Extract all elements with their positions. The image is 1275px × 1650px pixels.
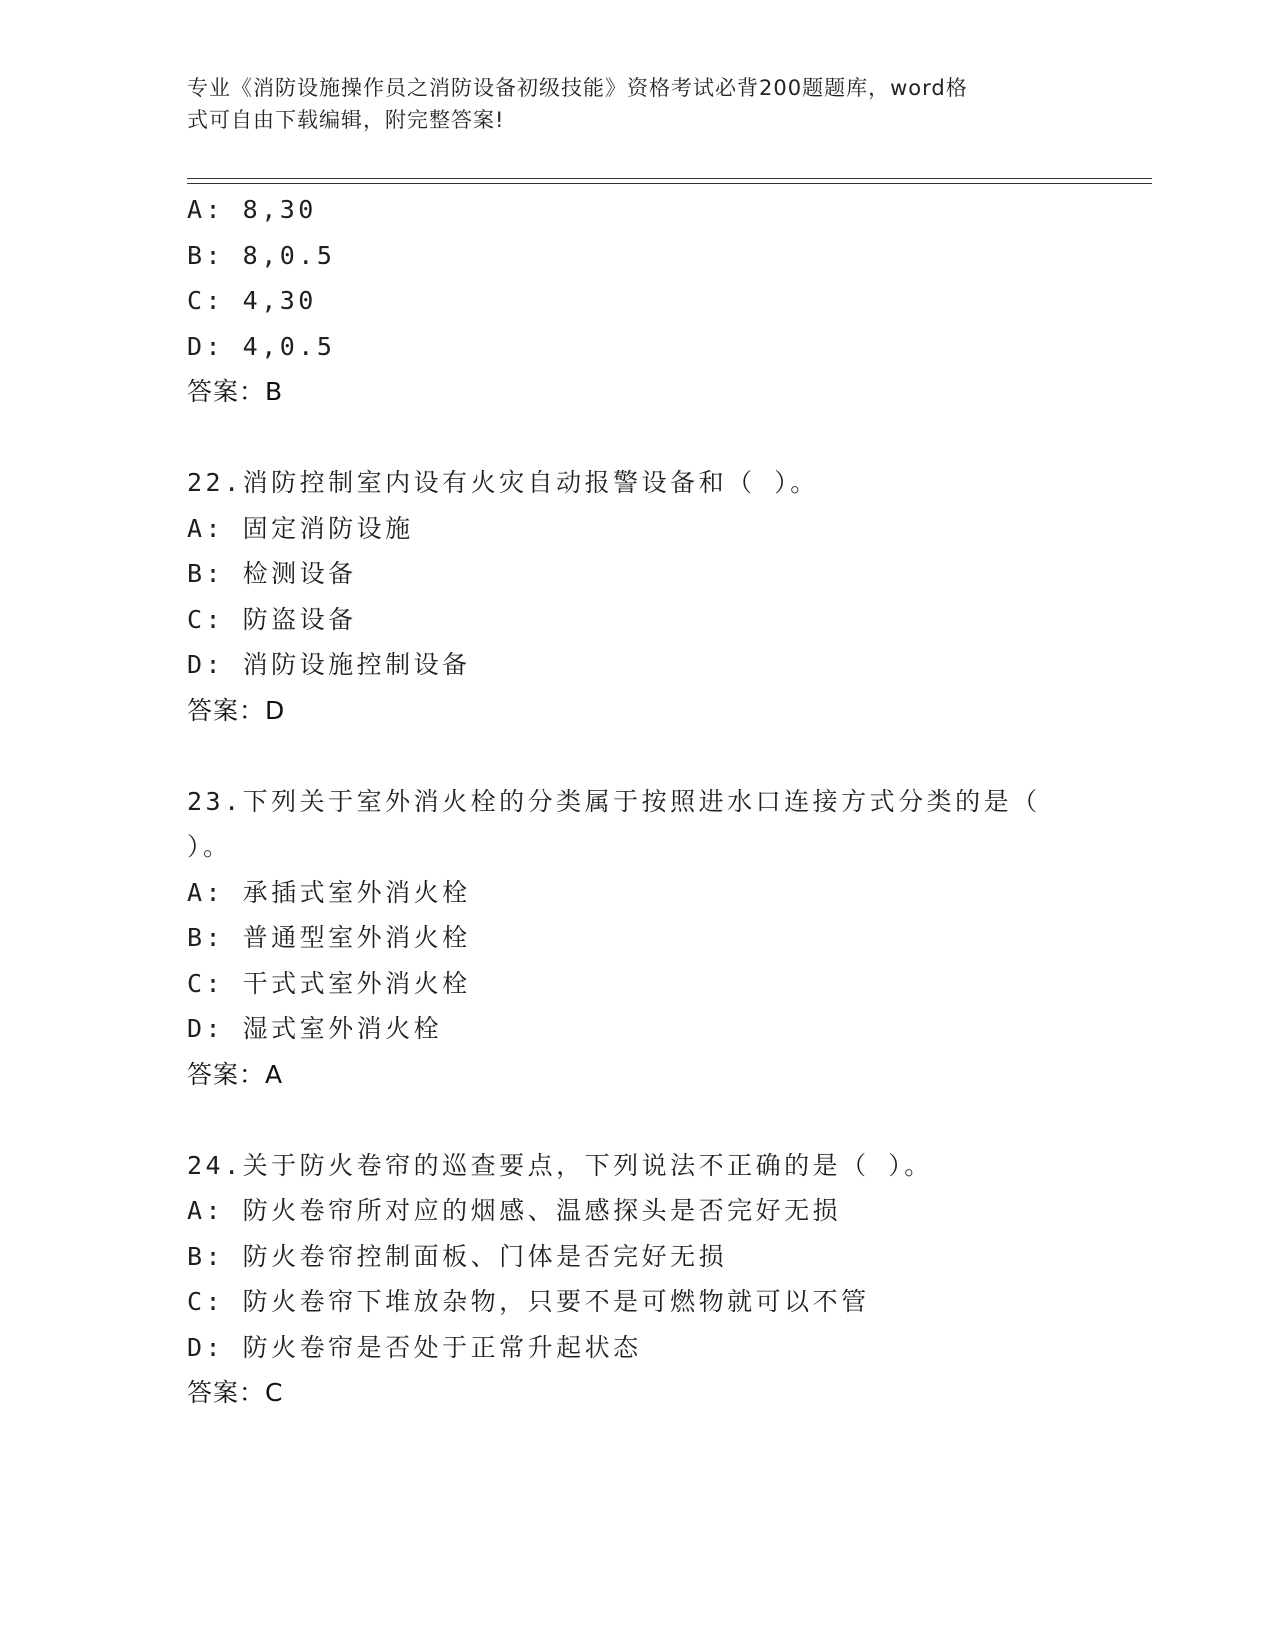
question-24 bbox=[187, 1143, 1087, 1416]
q22-option-b: B: 检测设备 bbox=[187, 559, 357, 588]
spacer bbox=[187, 733, 1087, 779]
question-23 bbox=[187, 779, 1087, 1098]
q21-option-c: C: 4,30 bbox=[187, 286, 317, 315]
q23-option-d: D: 湿式室外消火栓 bbox=[187, 1014, 443, 1043]
q23-question-line-1: 23.下列关于室外消火栓的分类属于按照进水口连接方式分类的是（ bbox=[187, 786, 1041, 816]
q21-option-b: B: 8,0.5 bbox=[187, 240, 336, 270]
question-21 bbox=[187, 187, 1087, 415]
q22-question: 22.消防控制室内设有火灾自动报警设备和（ ）。 bbox=[187, 468, 819, 497]
q21-answer: 答案：B bbox=[187, 377, 284, 406]
q24-answer: 答案：C bbox=[187, 1378, 284, 1407]
q23-option-a: A: 承插式室外消火栓 bbox=[187, 877, 471, 907]
q21-option-d: D: 4,0.5 bbox=[187, 331, 336, 361]
q23-option-c: C: 干式式室外消火栓 bbox=[187, 968, 471, 998]
q24-option-b: B: 防火卷帘控制面板、门体是否完好无损 bbox=[187, 1241, 728, 1271]
document-header bbox=[187, 72, 1087, 136]
q22-option-d: D: 消防设施控制设备 bbox=[187, 650, 471, 679]
header-rule-top bbox=[187, 178, 1152, 179]
header-rule-bottom bbox=[187, 183, 1152, 184]
q23-question-line-2: ）。 bbox=[187, 832, 232, 861]
spacer bbox=[187, 1097, 1087, 1143]
q24-option-d: D: 防火卷帘是否处于正常升起状态 bbox=[187, 1332, 642, 1362]
q22-answer: 答案：D bbox=[187, 695, 286, 725]
question-22 bbox=[187, 460, 1087, 733]
q22-option-a: A: 固定消防设施 bbox=[187, 513, 414, 543]
q24-option-c: C: 防火卷帘下堆放杂物，只要不是可燃物就可以不管 bbox=[187, 1287, 870, 1316]
q24-question: 24.关于防火卷帘的巡查要点，下列说法不正确的是（ ）。 bbox=[187, 1150, 933, 1180]
spacer bbox=[187, 415, 1087, 461]
q24-option-a: A: 防火卷帘所对应的烟感、温感探头是否完好无损 bbox=[187, 1196, 842, 1225]
question-list bbox=[187, 187, 1087, 1416]
q23-option-b: B: 普通型室外消火栓 bbox=[187, 923, 471, 952]
q23-answer: 答案：A bbox=[187, 1059, 284, 1089]
q22-option-c: C: 防盗设备 bbox=[187, 604, 357, 634]
header-line-2: 式可自由下载编辑，附完整答案! bbox=[187, 108, 505, 132]
header-line-1: 专业《消防设施操作员之消防设备初级技能》资格考试必背200题题库，word格 bbox=[187, 76, 968, 100]
q21-option-a: A: 8,30 bbox=[187, 195, 317, 224]
